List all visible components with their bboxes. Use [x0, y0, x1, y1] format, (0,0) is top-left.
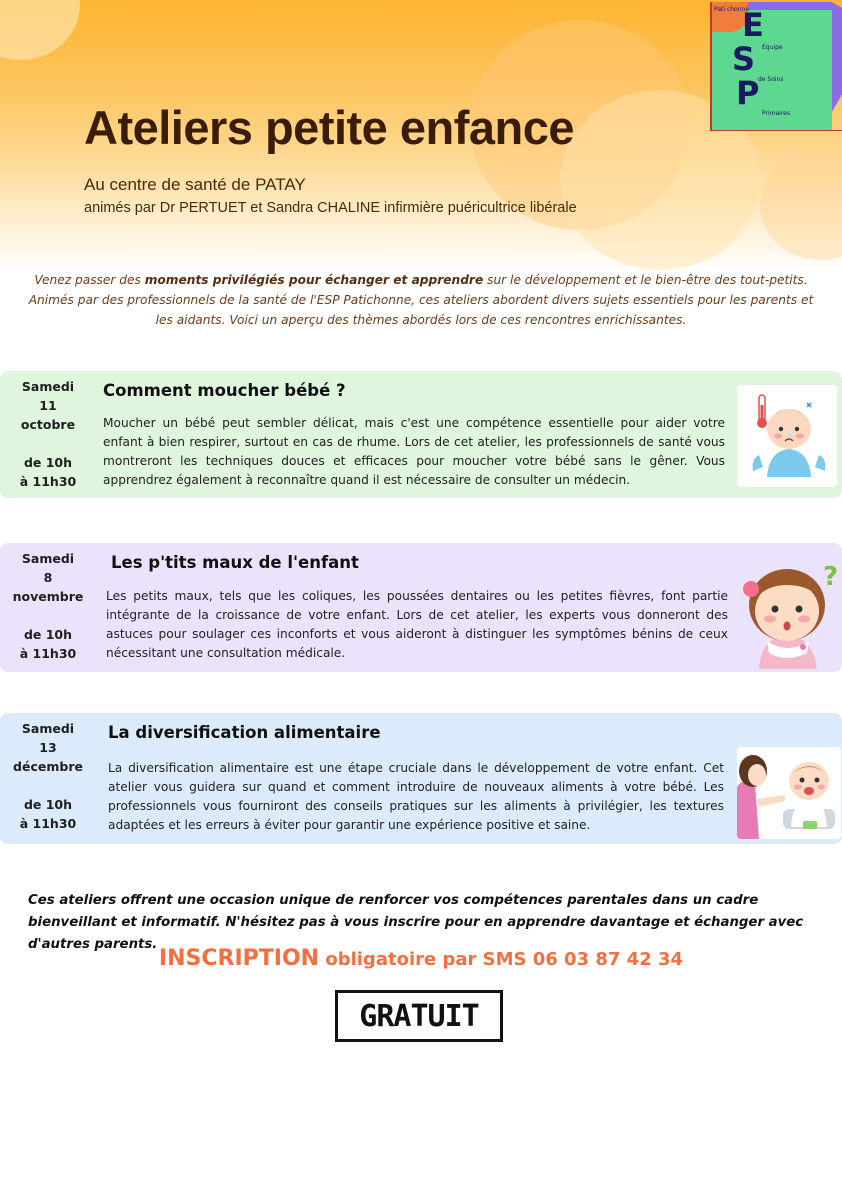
workshop-day: Samedi — [21, 721, 75, 736]
workshop-day: Samedi — [21, 551, 75, 566]
inscription-line — [0, 946, 842, 971]
closing-paragraph: Ces ateliers offrent une occasion unique de renforcer vos compétences parentales dans un cadre bienveillant et informatif. N'hésitez pas à vous inscrire pour en apprendre davantage et échanger avec d'autres parents. — [28, 893, 804, 952]
workshop-title: Les p'tits maux de l'enfant — [111, 553, 359, 572]
svg-text:?: ? — [823, 562, 839, 592]
workshop-date — [0, 549, 96, 663]
workshop-day-number: 11 — [39, 398, 57, 413]
intro-text: Venez passer des — [34, 273, 145, 287]
baby-sick-illustration — [737, 385, 837, 487]
animators-line: animés par Dr PERTUET et Sandra CHALINE infirmière puéricultrice libérale — [84, 200, 577, 216]
workshop-card-1 — [0, 371, 842, 498]
workshop-day: Samedi — [21, 379, 75, 394]
baby-feeding-illustration — [737, 747, 841, 839]
free-badge-label: GRATUIT — [359, 998, 479, 1034]
esp-logo — [710, 2, 842, 131]
logo-text: Pati chonne — [714, 6, 750, 13]
workshop-title: La diversification alimentaire — [108, 723, 381, 742]
logo-text: Primaires — [762, 110, 790, 117]
workshop-start-time: de 10h — [23, 797, 73, 812]
workshop-date — [0, 719, 96, 833]
logo-letter-e: E — [742, 6, 764, 44]
workshop-month: décembre — [13, 759, 83, 774]
workshop-card-2 — [0, 543, 842, 672]
workshop-description: Les petits maux, tels que les coliques, les poussées dentaires ou les petites fièvres, font partie intégrante de la croissance de votre enfant. Lors de cet atelier, les experts vous donneront des astuces pour soulager ces inconforts et vous aideront à distinguer les symptômes bénins de ceux nécessitant une consultation médicale. — [106, 589, 728, 660]
workshop-card-3 — [0, 713, 842, 844]
workshop-start-time: de 10h — [23, 627, 73, 642]
workshop-date — [0, 377, 96, 491]
intro-paragraph — [22, 270, 820, 330]
page-title: Ateliers petite enfance — [84, 101, 575, 154]
workshop-end-time: à 11h30 — [19, 474, 77, 489]
workshop-description: Moucher un bébé peut sembler délicat, mais c'est une compétence essentielle pour aider votre enfant à bien respirer, surtout en cas de rhume. Lors de cet atelier, les professionnels de santé vous montreront les techniques douces et efficaces pour moucher votre bébé sans le gêner. Vous apprendrez également à reconnaître quand il est nécessaire de consulter un médecin. — [103, 416, 725, 487]
workshop-end-time: à 11h30 — [19, 816, 77, 831]
workshop-day-number: 8 — [43, 570, 53, 585]
workshop-month: octobre — [20, 417, 76, 432]
child-question-illustration — [737, 549, 841, 669]
workshop-month: novembre — [12, 589, 84, 604]
workshop-description: La diversification alimentaire est une étape cruciale dans le développement de votre enfant. Cet atelier vous guidera sur quand et comment introduire de nouveaux aliments à votre bébé. Les professionnels vous fourniront des conseils pratiques sur les aliments à privilégier, les textures adaptées et les erreurs à éviter pour garantir une expérience positive et saine. — [108, 761, 724, 832]
inscription-label: INSCRIPTION — [158, 946, 320, 971]
workshop-end-time: à 11h30 — [19, 646, 77, 661]
workshop-start-time: de 10h — [23, 455, 73, 470]
subtitle: Au centre de santé de PATAY — [84, 175, 306, 194]
intro-text: sur le développement et le bien-être des tout-petits. Animés par des professionnels de la santé de l'ESP Patichonne, ces ateliers abordent divers sujets essentiels pour les parents et les aidants. Voici un aperçu des thèmes abordés lors de ces rencontres enrichissantes. — [28, 273, 814, 327]
intro-highlight: moments privilégiés pour échanger et apprendre — [144, 273, 484, 287]
workshop-day-number: 13 — [39, 740, 57, 755]
decorative-blob — [760, 150, 842, 260]
free-badge — [335, 990, 503, 1042]
inscription-phone: obligatoire par SMS 06 03 87 42 34 — [319, 949, 684, 970]
logo-text: de Soins — [758, 76, 784, 83]
logo-letter-p: P — [736, 74, 760, 112]
logo-text: Equipe — [762, 44, 783, 51]
decorative-blob — [0, 0, 80, 60]
workshop-title: Comment moucher bébé ? — [103, 381, 346, 400]
logo-letter-s: S — [732, 40, 756, 78]
